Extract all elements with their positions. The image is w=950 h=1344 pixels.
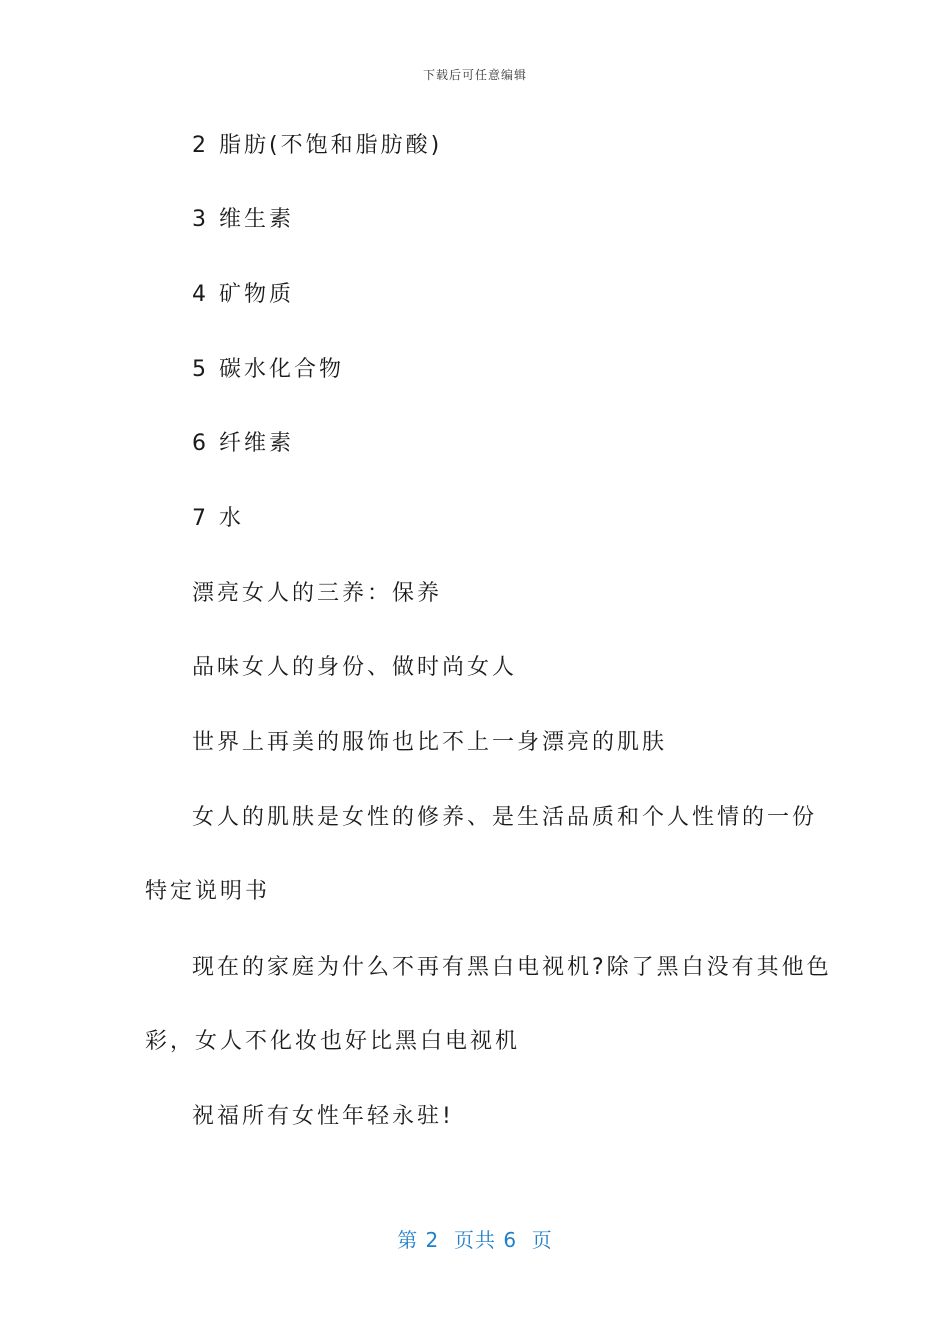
- list-item-water: 7 水: [192, 506, 244, 531]
- paragraph-skin-beauty: 世界上再美的服饰也比不上一身漂亮的肌肤: [192, 730, 668, 755]
- paragraph-blessing: 祝福所有女性年轻永驻!: [192, 1104, 454, 1129]
- list-item-carbohydrate: 5 碳水化合物: [192, 357, 344, 382]
- paragraph-skin-line2: 特定说明书: [145, 879, 271, 904]
- page-number: 第 2 页共 6 页: [397, 1228, 553, 1252]
- paragraph-tv-line1: 现在的家庭为什么不再有黑白电视机?除了黑白没有其他色: [192, 955, 832, 980]
- paragraph-skin-line1: 女人的肌肤是女性的修养、是生活品质和个人性情的一份: [192, 805, 818, 830]
- list-item-mineral: 4 矿物质: [192, 282, 294, 307]
- paragraph-three-care: 漂亮女人的三养：保养: [192, 581, 443, 606]
- paragraph-tv-line2: 彩，女人不化妆也好比黑白电视机: [145, 1029, 521, 1054]
- list-item-fat: 2 脂肪(不饱和脂肪酸): [192, 133, 443, 158]
- page-header: 下载后可任意编辑: [422, 68, 527, 82]
- paragraph-taste: 品味女人的身份、做时尚女人: [192, 655, 518, 680]
- list-item-fiber: 6 纤维素: [192, 431, 294, 456]
- list-item-vitamin: 3 维生素: [192, 207, 294, 232]
